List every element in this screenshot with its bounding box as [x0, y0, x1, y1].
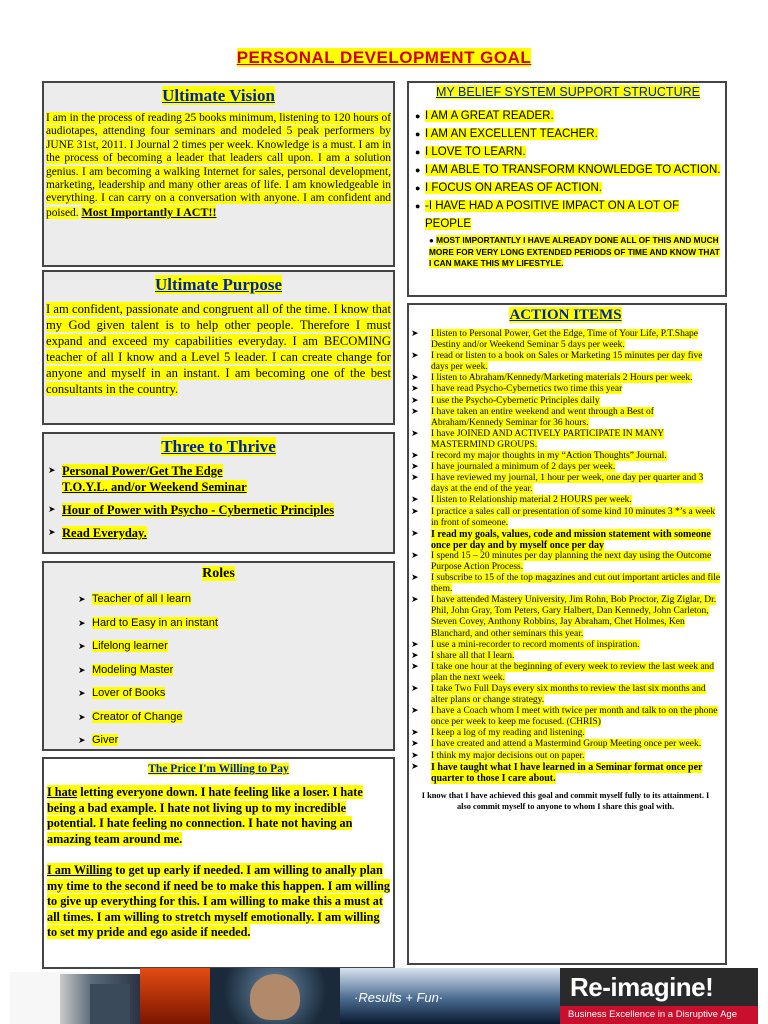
bullet-icon: ●	[415, 111, 421, 121]
bullet-icon: ●	[415, 165, 421, 175]
suit-figure-icon	[90, 984, 130, 1024]
action-items-list	[409, 329, 722, 784]
vision-emphasis: Most Importantly I ACT!!	[81, 204, 217, 219]
arrow-bullet-icon: ➤	[411, 650, 419, 661]
arrow-bullet-icon: ➤	[78, 642, 86, 652]
arrow-bullet-icon: ➤	[411, 451, 419, 462]
tagline-bar	[560, 1006, 758, 1024]
results-fun-panel	[340, 968, 560, 1024]
arrow-bullet-icon: ➤	[411, 406, 419, 417]
action-item: ➤ I spend 15 – 20 minutes per day planning the next day using the Outcome Purpose Action Process.	[411, 550, 712, 572]
ultimate-purpose-box	[42, 270, 395, 425]
arrow-bullet-icon: ➤	[411, 761, 419, 772]
action-item: ➤ I have reviewed my journal, 1 hour per week, one day per quarter and 3 days at the end of the year.	[411, 473, 704, 495]
arrow-bullet-icon: ➤	[48, 466, 56, 476]
reimagine-logo	[560, 968, 758, 1024]
arrow-bullet-icon: ➤	[411, 329, 419, 339]
bottom-banner	[10, 968, 758, 1024]
thrive-item: ➤ Personal Power/Get The Edge T.O.Y.L. and/or Weekend Seminar	[48, 464, 247, 494]
arrow-bullet-icon: ➤	[78, 618, 86, 629]
bullet-icon: ●	[415, 129, 421, 139]
action-item: ➤ I listen to Relationship material 2 HOURS per week.	[411, 495, 632, 506]
action-item: ➤ I listen to Personal Power, Get the Edge, Time of Your Life, P.T.Shape Destiny and/or Weekend Seminar 5 days per week.	[411, 329, 699, 351]
bullet-icon: ●	[415, 147, 421, 157]
action-item: ➤ I have attended Mastery University, Jim Rohn, Bob Proctor, Zig Ziglar, Dr. Phil, John Gray, Tom Peters, Gary Halbert, Dan Kennedy, John Carleton, Steven Covey, Anthony Robbins, Jay Abraham, Chet Holmes, Ken Blanchard, and other seminars this year.	[411, 595, 717, 639]
price-hate-text: I hate letting everyone down. I hate feeling like a loser. I hate being a bad example. I hate not living up to my incredible potential. I hate feeling no connection. I hate not having an amazing team around me.	[47, 785, 363, 846]
action-item: ➤ I have journaled a minimum of 2 days per week.	[411, 462, 616, 473]
ultimate-vision-heading: Ultimate Vision	[162, 86, 275, 105]
belief-item: ● I AM A GREAT READER.	[415, 107, 721, 125]
action-item: ➤ I take Two Full Days every six months to review the last six months and alter plans or change strategy.	[411, 684, 706, 706]
arrow-bullet-icon: ➤	[78, 689, 86, 699]
arrow-bullet-icon: ➤	[411, 639, 419, 650]
face-image	[210, 968, 340, 1024]
arrow-bullet-icon: ➤	[411, 706, 419, 717]
action-item: ➤ I have created and attend a Mastermind Group Meeting once per week.	[411, 739, 702, 750]
arrow-bullet-icon: ➤	[411, 728, 419, 739]
arrow-bullet-icon: ➤	[411, 395, 419, 406]
arrow-bullet-icon: ➤	[411, 373, 419, 384]
price-willing-text: I am Willing to get up early if needed. I am willing to anally plan my time to the second if need be to make this happen. I am willing to give up everything for this. I am willing to make this a must at all times. I am willing to stretch myself emotionally. I am willing to set my pride and ego aside if needed.	[47, 863, 390, 939]
thrive-item: ➤ Hour of Power with Psycho - Cybernetic Principles	[48, 503, 335, 517]
arrow-bullet-icon: ➤	[411, 739, 419, 750]
thrive-item: ➤ Read Everyday.	[48, 526, 147, 540]
arrow-bullet-icon: ➤	[411, 495, 419, 506]
arrow-bullet-icon: ➤	[78, 736, 86, 746]
action-items-heading: ACTION ITEMS	[509, 307, 622, 323]
arrow-bullet-icon: ➤	[411, 462, 419, 473]
action-item: ➤ I have read Psycho-Cybernetics two time this year	[411, 384, 623, 395]
role-item: ➤ Modeling Master	[48, 659, 389, 683]
ultimate-purpose-text: I am confident, passionate and congruent all of the time. I know that my God given talent is to help other people. Therefore I must expand and exceed my capabilities everyday. I am BECOMING teacher of all I know and a Level 5 leader. I can create change for anyone and myself in an instant. I am becoming one of the best consultants in the country.	[46, 302, 391, 396]
bullet-icon: ●	[415, 183, 421, 193]
belief-item: ● I FOCUS ON AREAS OF ACTION.	[415, 179, 721, 197]
action-item: ➤ I read my goals, values, code and mission statement with someone once per day and by myself once per day	[411, 528, 711, 551]
bullet-icon: ●	[415, 201, 421, 211]
role-item: ➤ Giver	[48, 729, 389, 753]
action-closing: I know that I have achieved this goal and commit myself fully to its attainment. I also commit myself to anyone to whom I share this goal with.	[421, 790, 710, 811]
price-heading: The Price I'm Willing to Pay	[148, 763, 289, 775]
face-icon	[250, 974, 300, 1020]
arrow-bullet-icon: ➤	[48, 505, 56, 515]
arrow-bullet-icon: ➤	[78, 665, 86, 676]
ultimate-vision-text: I am in the process of reading 25 books minimum, listening to 120 hours of audiotapes, attending four seminars and modeled 5 peak performers by JUNE 31st, 2011. I Journal 2 times per week. Knowledge is a must. I am in the process of becoming a leader that leaders call upon. I am a solution genius. I am becoming a walking Internet for sales, personal development, marketing, leadership and many other areas of life. I am knowledgeable in everything. I can carry on a conversation with anyone. I am confident and poised. Most Importantly I ACT!!	[46, 112, 391, 219]
role-item: ➤ Teacher of all I learn	[48, 588, 389, 612]
belief-item: ● I LOVE TO LEARN.	[415, 143, 721, 161]
three-to-thrive-box	[42, 432, 395, 554]
tagline-text: Business Excellence in a Disruptive Age	[568, 1009, 737, 1020]
arrow-bullet-icon: ➤	[411, 573, 419, 584]
roles-box	[42, 561, 395, 751]
banner-figure-image	[60, 974, 140, 1024]
action-item: ➤ I use a mini-recorder to record moments of inspiration.	[411, 639, 640, 650]
action-item: ➤ I have taught what I have learned in a Seminar format once per quarter to those I care about.	[411, 761, 703, 784]
arrow-bullet-icon: ➤	[48, 528, 56, 538]
role-item: ➤ Creator of Change	[48, 706, 389, 730]
action-item: ➤ I have taken an entire weekend and went through a Best of Abraham/Kennedy Seminar for 36 hours.	[411, 406, 654, 428]
action-item: ➤ I have a Coach whom I meet with twice per month and talk to on the phone once per week to keep me focused. (CHRIS)	[411, 706, 718, 728]
action-item: ➤ I take one hour at the beginning of every week to review the last week and plan the next week.	[411, 661, 715, 683]
role-item: ➤ Hard to Easy in an instant	[48, 612, 389, 636]
belief-item: ● I AM ABLE TO TRANSFORM KNOWLEDGE TO ACTION.	[415, 161, 721, 179]
results-fun-text: ·Results + Fun·	[354, 990, 444, 1005]
belief-item: ● I AM AN EXCELLENT TEACHER.	[415, 125, 721, 143]
page-title: PERSONAL DEVELOPMENT GOAL	[236, 48, 532, 67]
belief-list	[415, 107, 721, 233]
action-item: ➤ I practice a sales call or presentation of some kind 10 minutes 3 *’s a week in front of someone.	[411, 506, 716, 528]
ultimate-vision-box	[42, 81, 395, 267]
arrow-bullet-icon: ➤	[411, 550, 419, 561]
action-item: ➤ I keep a log of my reading and listening.	[411, 728, 585, 739]
action-item: ➤ I share all that I learn.	[411, 650, 515, 661]
arrow-bullet-icon: ➤	[411, 506, 419, 517]
action-item: ➤ I have JOINED AND ACTIVELY PARTICIPATE IN MANY MASTERMIND GROUPS.	[411, 428, 665, 450]
reimagine-brand-text: Re-imagine!	[570, 972, 714, 1002]
roles-heading: Roles	[202, 566, 235, 581]
action-items-box	[407, 303, 727, 965]
arrow-bullet-icon: ➤	[411, 351, 419, 362]
action-item: ➤ I read or listen to a book on Sales or Marketing 15 minutes per day five days per week.	[411, 351, 703, 373]
belief-heading: MY BELIEF SYSTEM SUPPORT STRUCTURE	[436, 85, 700, 99]
arrow-bullet-icon: ➤	[78, 712, 86, 723]
belief-closing: ● MOST IMPORTANTLY I HAVE ALREADY DONE ALL OF THIS AND MUCH MORE FOR VERY LONG EXTENDED PERIODS OF TIME AND KNOW THAT I CAN MAKE THIS MY LIFESTYLE.	[429, 235, 720, 268]
arrow-bullet-icon: ➤	[78, 595, 86, 605]
role-item: ➤ Lover of Books	[48, 682, 389, 706]
three-to-thrive-list	[48, 463, 389, 541]
action-item: ➤ I subscribe to 15 of the top magazines and cut out important articles and file them.	[411, 573, 721, 595]
arrow-bullet-icon: ➤	[411, 428, 419, 439]
arrow-bullet-icon: ➤	[411, 684, 419, 694]
price-box	[42, 757, 395, 969]
belief-item: ● -I HAVE HAD A POSITIVE IMPACT ON A LOT OF PEOPLE	[415, 197, 721, 233]
action-item: ➤ I listen to Abraham/Kennedy/Marketing materials 2 Hours per week.	[411, 373, 693, 384]
action-item: ➤ I record my major thoughts in my “Action Thoughts” Journal.	[411, 451, 667, 462]
arrow-bullet-icon: ➤	[411, 528, 419, 539]
ultimate-purpose-heading: Ultimate Purpose	[154, 275, 282, 294]
arrow-bullet-icon: ➤	[411, 595, 419, 606]
three-to-thrive-heading: Three to Thrive	[161, 437, 276, 456]
arrow-bullet-icon: ➤	[411, 384, 419, 395]
belief-system-box	[407, 81, 727, 297]
action-item: ➤ I use the Psycho-Cybernetic Principles daily	[411, 395, 600, 406]
roles-list	[48, 588, 389, 753]
banner-red-panel	[140, 968, 210, 1024]
arrow-bullet-icon: ➤	[411, 661, 419, 672]
role-item: ➤ Lifelong learner	[48, 635, 389, 659]
action-item: ➤ I think my major decisions out on paper.	[411, 750, 585, 761]
arrow-bullet-icon: ➤	[411, 750, 419, 761]
arrow-bullet-icon: ➤	[411, 473, 419, 484]
